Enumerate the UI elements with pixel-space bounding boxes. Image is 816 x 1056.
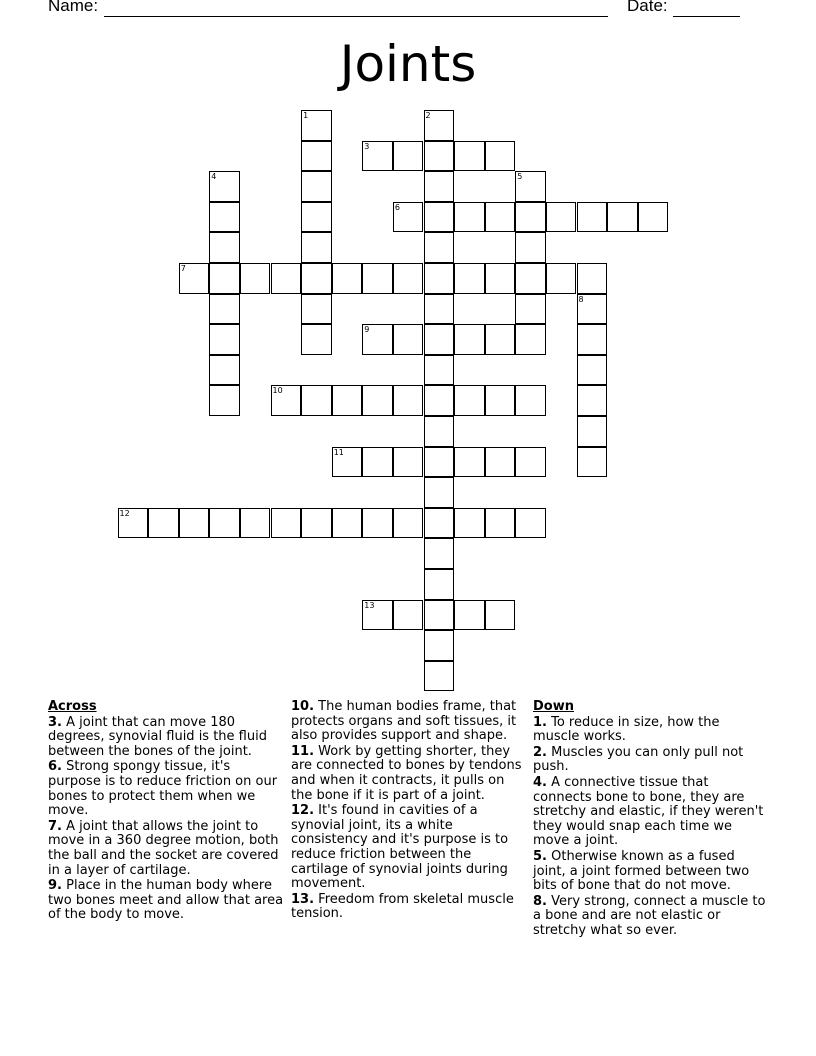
grid-cell[interactable]: [515, 508, 546, 539]
grid-cell[interactable]: [301, 171, 332, 202]
clue-number: 11: [333, 447, 344, 457]
clue-across-13: 13. Freedom from skeletal muscle tension.: [291, 891, 514, 922]
clue-across-10: 10. The human bodies frame, that protects organs and soft tissues, it also provides support and shape.: [291, 699, 517, 744]
clue-number: 13: [364, 600, 375, 610]
date-label: Date:: [627, 0, 668, 15]
grid-cell[interactable]: [454, 263, 485, 294]
grid-cell[interactable]: [454, 385, 485, 416]
clue-across-9: 9. Place in the human body where two bones meet and allow that area of the body to move.: [48, 878, 284, 923]
grid-cell[interactable]: [362, 324, 393, 355]
clue-down-1: 1. To reduce in size, how the muscle works.: [533, 714, 720, 745]
grid-cell[interactable]: [485, 508, 516, 539]
grid-cell[interactable]: [424, 600, 455, 631]
clue-number: 7: [180, 264, 186, 273]
clue-number: 5: [517, 172, 523, 182]
grid-cell[interactable]: [515, 202, 546, 233]
grid-cell[interactable]: [424, 569, 455, 600]
grid-cell[interactable]: [638, 202, 669, 233]
grid-cell[interactable]: [577, 324, 608, 355]
grid-cell[interactable]: [209, 171, 240, 202]
grid-cell[interactable]: [393, 202, 424, 233]
grid-cell[interactable]: [118, 508, 149, 539]
grid-cell[interactable]: [424, 141, 455, 172]
across-clues-column-2: [291, 700, 525, 923]
grid-cell[interactable]: [362, 600, 393, 631]
grid-cell[interactable]: [362, 447, 393, 478]
grid-cell[interactable]: [362, 141, 393, 172]
grid-cell[interactable]: [301, 110, 332, 141]
grid-cell[interactable]: [577, 355, 608, 386]
grid-cell[interactable]: [362, 385, 393, 416]
grid-cell[interactable]: [424, 355, 455, 386]
grid-cell[interactable]: [424, 324, 455, 355]
clue-number: 6: [394, 202, 400, 212]
down-clues-column: [533, 700, 769, 940]
clue-down-2: 2. Muscles you can only pull not push.: [533, 744, 744, 775]
grid-cell[interactable]: [424, 294, 455, 325]
clue-down-5: 5. Otherwise known as a fused joint, a joint formed between two bits of bone that do not move.: [533, 848, 750, 894]
clue-number: 10: [272, 386, 283, 396]
grid-cell[interactable]: [515, 385, 546, 416]
grid-cell[interactable]: [332, 508, 363, 539]
clue-down-4: 4. A connective tissue that connects bone to bone, they are stretchy and elastic, if they weren't they would snap each time we move a joint.: [533, 774, 764, 849]
grid-cell[interactable]: [209, 232, 240, 263]
grid-cell[interactable]: [577, 202, 608, 233]
grid-cell[interactable]: [515, 171, 546, 202]
grid-cell[interactable]: [393, 508, 424, 539]
grid-cell[interactable]: [362, 263, 393, 294]
grid-cell[interactable]: [424, 661, 455, 692]
across-heading: Across: [48, 699, 97, 714]
grid-cell[interactable]: [454, 508, 485, 539]
grid-cell[interactable]: [240, 263, 271, 294]
grid-cell[interactable]: [515, 263, 546, 294]
grid-cell[interactable]: [301, 263, 332, 294]
grid-cell[interactable]: [607, 202, 638, 233]
clue-number: 1: [303, 111, 309, 120]
page-title: Joints: [339, 35, 477, 93]
grid-cell[interactable]: [515, 447, 546, 478]
grid-cell[interactable]: [301, 508, 332, 539]
grid-cell[interactable]: [332, 263, 363, 294]
grid-cell[interactable]: [393, 600, 424, 631]
grid-cell[interactable]: [179, 508, 210, 539]
grid-cell[interactable]: [577, 385, 608, 416]
grid-cell[interactable]: [424, 477, 455, 508]
grid-cell[interactable]: [209, 263, 240, 294]
grid-cell[interactable]: [577, 447, 608, 478]
grid-cell[interactable]: [301, 385, 332, 416]
grid-cell[interactable]: [393, 263, 424, 294]
grid-cell[interactable]: [515, 232, 546, 263]
grid-cell[interactable]: [424, 232, 455, 263]
grid-cell[interactable]: [209, 355, 240, 386]
grid-cell[interactable]: [485, 202, 516, 233]
grid-cell[interactable]: [424, 630, 455, 661]
clue-number: 9: [364, 325, 370, 335]
grid-cell[interactable]: [454, 141, 485, 172]
grid-cell[interactable]: [301, 294, 332, 325]
grid-cell[interactable]: [301, 232, 332, 263]
grid-cell[interactable]: [454, 324, 485, 355]
grid-cell[interactable]: [209, 294, 240, 325]
grid-cell[interactable]: [485, 263, 516, 294]
grid-cell[interactable]: [332, 385, 363, 416]
clue-down-8: 8. Very strong, connect a muscle to a bone and are not elastic or stretchy what so ever.: [533, 893, 766, 938]
grid-cell[interactable]: [209, 508, 240, 539]
grid-cell[interactable]: [393, 447, 424, 478]
grid-cell[interactable]: [271, 508, 302, 539]
grid-cell[interactable]: [209, 202, 240, 233]
grid-cell[interactable]: [301, 324, 332, 355]
grid-cell[interactable]: [546, 202, 577, 233]
grid-cell[interactable]: [209, 385, 240, 416]
grid-cell[interactable]: [515, 294, 546, 325]
grid-cell[interactable]: [301, 202, 332, 233]
grid-cell[interactable]: [393, 141, 424, 172]
grid-cell[interactable]: [148, 508, 179, 539]
grid-cell[interactable]: [546, 263, 577, 294]
clue-across-11: 11. Work by getting shorter, they are connected to bones by tendons and when it contracts, it pulls on the bone if it is part of a joint.: [291, 743, 522, 803]
grid-cell[interactable]: [515, 324, 546, 355]
clue-number: 2: [425, 111, 431, 120]
grid-cell[interactable]: [362, 508, 393, 539]
clue-across-7: 7. A joint that allows the joint to move in a 360 degree motion, both the ball and the socket are covered in a layer of cartilage.: [48, 818, 279, 878]
grid-cell[interactable]: [424, 447, 455, 478]
grid-cell[interactable]: [209, 324, 240, 355]
grid-cell[interactable]: [454, 202, 485, 233]
across-clues-column-1: [48, 700, 284, 924]
grid-cell[interactable]: [577, 294, 608, 325]
grid-cell[interactable]: [577, 416, 608, 447]
clue-number: 4: [211, 172, 217, 182]
name-label: Name:: [48, 0, 99, 15]
grid-cell[interactable]: [332, 447, 363, 478]
clue-across-6: 6. Strong spongy tissue, it's purpose is to reduce friction on our bones to protect them when we move.: [48, 759, 278, 819]
grid-cell[interactable]: [179, 263, 210, 294]
grid-cell[interactable]: [424, 110, 455, 141]
grid-cell[interactable]: [485, 600, 516, 631]
grid-cell[interactable]: [271, 263, 302, 294]
clue-number: 3: [364, 141, 370, 151]
grid-cell[interactable]: [485, 385, 516, 416]
grid-cell[interactable]: [424, 508, 455, 539]
grid-cell[interactable]: [485, 447, 516, 478]
clue-across-3: 3. A joint that can move 180 degrees, synovial fluid is the fluid between the bones of the joint.: [48, 714, 267, 759]
grid-cell[interactable]: [424, 385, 455, 416]
grid-cell[interactable]: [424, 263, 455, 294]
clue-across-12: 12. It's found in cavities of a synovial joint, its a white consistency and it's purpose is to reduce friction between the cartilage of synovial joints during movement.: [291, 803, 509, 892]
clue-number: 8: [578, 294, 584, 304]
grid-cell[interactable]: [393, 385, 424, 416]
grid-cell[interactable]: [454, 447, 485, 478]
grid-cell[interactable]: [485, 324, 516, 355]
grid-cell[interactable]: [301, 141, 332, 172]
grid-cell[interactable]: [424, 202, 455, 233]
grid-cell[interactable]: [424, 538, 455, 569]
grid-cell[interactable]: [424, 416, 455, 447]
grid-cell[interactable]: [485, 141, 516, 172]
grid-cell[interactable]: [271, 385, 302, 416]
clue-number: 12: [119, 508, 130, 518]
down-heading: Down: [533, 699, 574, 714]
grid-cell[interactable]: [240, 508, 271, 539]
grid-cell[interactable]: [424, 171, 455, 202]
grid-cell[interactable]: [577, 263, 608, 294]
grid-cell[interactable]: [393, 324, 424, 355]
grid-cell[interactable]: [454, 600, 485, 631]
